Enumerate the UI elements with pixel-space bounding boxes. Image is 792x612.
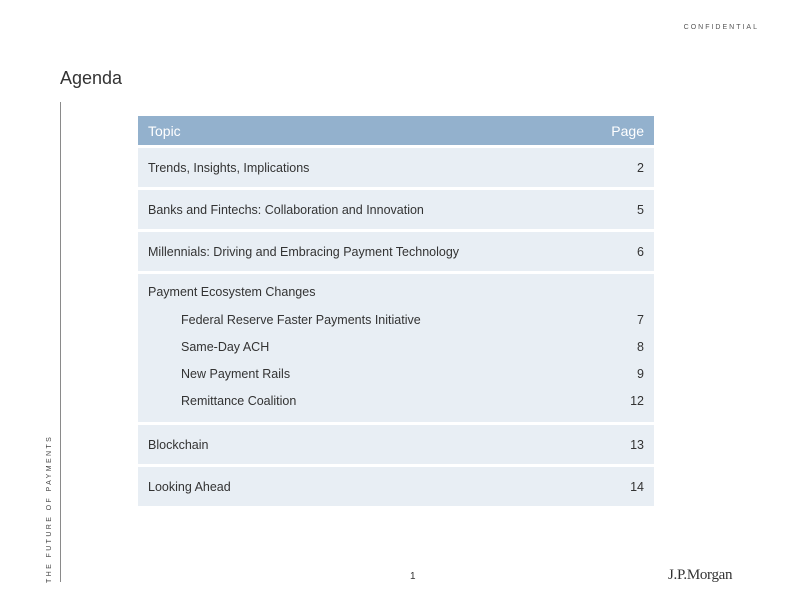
- table-group: [138, 274, 654, 422]
- table-header: [138, 116, 654, 145]
- table-row[interactable]: [138, 467, 654, 506]
- topic-header: Topic: [148, 122, 181, 139]
- row-page: 13: [630, 437, 644, 452]
- row-page: 12: [630, 393, 644, 408]
- table-row[interactable]: [138, 148, 654, 187]
- jpmorgan-logo: J.P.Morgan: [668, 567, 733, 583]
- row-page: 14: [630, 479, 644, 494]
- left-divider: [60, 102, 61, 582]
- sub-row[interactable]: [148, 333, 644, 360]
- table-row[interactable]: [138, 425, 654, 464]
- side-series-label: THE FUTURE OF PAYMENTS: [46, 434, 53, 583]
- sub-row[interactable]: [148, 360, 644, 387]
- page-header: Page: [611, 122, 644, 139]
- row-topic: Remittance Coalition: [181, 393, 297, 408]
- row-topic: New Payment Rails: [181, 366, 291, 381]
- row-page: 5: [637, 202, 644, 217]
- table-row[interactable]: [138, 232, 654, 271]
- agenda-table: [138, 116, 654, 509]
- page-number: 1: [410, 571, 416, 582]
- row-topic: Banks and Fintechs: Collaboration and Innovation: [148, 202, 424, 217]
- row-topic: Blockchain: [148, 437, 209, 452]
- group-title[interactable]: Payment Ecosystem Changes: [148, 285, 316, 299]
- table-row[interactable]: [138, 190, 654, 229]
- row-page: 8: [637, 339, 644, 354]
- sub-row[interactable]: [148, 306, 644, 333]
- row-topic: Federal Reserve Faster Payments Initiative: [181, 312, 421, 327]
- row-page: 6: [637, 244, 644, 259]
- row-topic: Trends, Insights, Implications: [148, 160, 310, 175]
- page-title: Agenda: [60, 68, 123, 88]
- row-page: 9: [637, 366, 644, 381]
- row-page: 2: [637, 160, 644, 175]
- confidential-label: CONFIDENTIAL: [683, 24, 759, 31]
- row-topic: Millennials: Driving and Embracing Payment Technology: [148, 244, 460, 259]
- row-topic: Same-Day ACH: [181, 339, 270, 354]
- sub-row[interactable]: [148, 387, 644, 414]
- row-topic: Looking Ahead: [148, 479, 231, 494]
- row-page: 7: [637, 312, 644, 327]
